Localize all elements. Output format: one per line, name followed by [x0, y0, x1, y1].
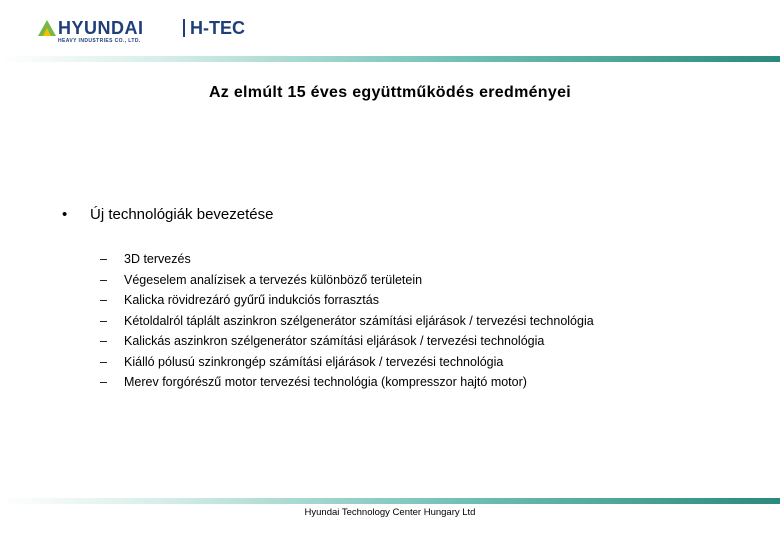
dash-icon: –	[100, 354, 107, 369]
hyundai-mark-icon	[38, 20, 56, 36]
footer-text: Hyundai Technology Center Hungary Ltd	[304, 507, 476, 518]
header-divider-bar	[0, 56, 780, 62]
dash-icon: –	[100, 313, 107, 328]
logo-subtitle: HEAVY INDUSTRIES CO., LTD.	[58, 38, 141, 44]
list-item-text: Merev forgórészű motor tervezési technológia (kompresszor hajtó motor)	[124, 375, 527, 389]
logo-separator	[183, 19, 185, 37]
logo-brand: HYUNDAI	[58, 18, 144, 38]
list-item-text: Végeselem analízisek a tervezés különböző területein	[124, 272, 423, 287]
list-item-text: Kétoldalról táplált aszinkron szélgenerátor számítási eljárások / tervezési technológia	[124, 313, 594, 328]
dash-icon: –	[100, 252, 107, 266]
main-bullet-text: Új technológiák bevezetése	[90, 206, 274, 223]
list-item-text: Kiálló pólusú szinkrongép számítási eljárások / tervezési technológia	[124, 354, 504, 369]
footer-divider-bar	[0, 498, 780, 504]
logo-division: H-TEC	[190, 18, 245, 38]
dash-icon: –	[100, 272, 107, 287]
dash-icon: –	[100, 334, 107, 348]
slide-title: Az elmúlt 15 éves együttműködés eredményei	[208, 84, 572, 101]
list-item-text: Kalickás aszinkron szélgenerátor számítási eljárások / tervezési technológia	[124, 334, 545, 348]
list-item-text: Kalicka rövidrezáró gyűrű indukciós forrasztás	[124, 293, 379, 307]
bullet-icon: •	[62, 206, 68, 223]
dash-icon: –	[100, 293, 107, 307]
dash-icon: –	[100, 375, 107, 389]
list-item-text: 3D tervezés	[124, 252, 191, 266]
